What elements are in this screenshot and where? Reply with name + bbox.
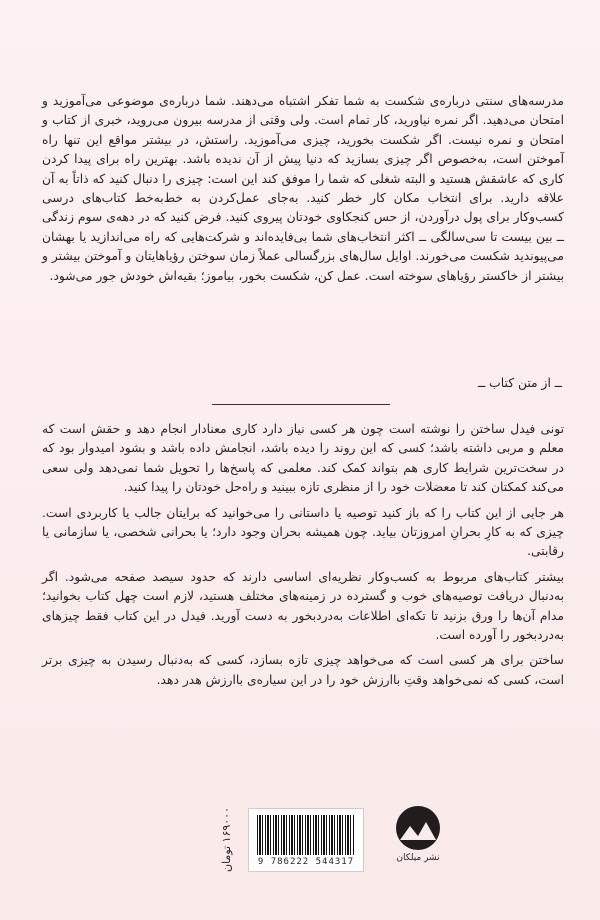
isbn-number: 9 786222 544317	[257, 857, 355, 867]
description-paragraph: ساختن برای هر کسی است که می‌خواهد چیزی تازه بسازد، کسی که به‌دنبال رسیدن به چیزی برتر است، کسی که نمی‌خواهد وقتِ باارزش خود را در این سیاره‌ی باارزش هدر دهد.	[42, 653, 564, 687]
description-paragraph: هر جایی از این کتاب را که باز کنید توصیه یا داستانی را می‌خوانید که برایتان جالب یا کاربردی است. چیزی که به کارِ بحرانِ امروزتان بیاید. چون همیشه بحران وجود دارد؛ یا بحرانی شخصی، یا سازمانی یا رقابتی.	[42, 505, 564, 559]
mountain-logo-icon	[396, 806, 440, 850]
section-divider	[212, 404, 390, 405]
description-paragraph: تونی فیدل ساختن را نوشته است چون هر کسی نیاز دارد کاری معنادار انجام دهد و حقش است که معلم و مربی داشته باشد؛ کسی که این روند را دیده باشد، انجامش داده باشد و بشود امیدوار بود که در سخت‌ترین شرایط کاری هم بتواند کمک کند. معلمی که پاسخ‌ها را تحویل شما نمی‌دهد ولی سعی می‌کند کمکتان کند تا معضلات خود را از منظری تازه ببینید و راه‌حل خودتان را پیدا کنید.	[42, 422, 564, 495]
description-block	[42, 420, 564, 696]
description-paragraph: بیشتر کتاب‌های مربوط به کسب‌وکار نظریه‌ای اساسی دارند که حدود سیصد صفحه می‌شود. اگر به‌دنبال دریافت توصیه‌های خوب و گسترده در زمینه‌های مختلف هستید، لازم است چهل کتاب بخوانید؛ مدام آن‌ها را ورق بزنید تا تکه‌ای اطلاعات به‌دردبخور به دست آورید. فیدل در این کتاب فقط چیزهای به‌دردبخور را آورده است.	[42, 569, 564, 643]
isbn-barcode	[248, 808, 364, 872]
publisher-name: نشر میلکان	[396, 853, 440, 863]
price-text: ۱۶۹۰۰۰ تومان	[219, 806, 233, 872]
publisher-logo	[392, 806, 444, 872]
price-label	[214, 808, 238, 870]
barcode-icon	[257, 815, 355, 855]
quote-paragraph: مدرسه‌های سنتی درباره‌ی شکست به شما تفکر اشتباه می‌دهند. شما درباره‌ی موضوعی می‌آموزید و امتحان می‌دهید. اگر نمره نیاورید، کار تمام است. ولی وقتی از مدرسه بیرون می‌روید، خبری از کتاب و امتحان و نمره نیست. اگر شکست بخورید، چیزی می‌آموزید. راستش، در بیشتر مواقع این تنها راه آموختن است، به‌خصوص اگر چیزی بسازید که دنیا پیش از آن ندیده باشد. بهترین راه برای پیدا کردن کاری که عاشقش هستید و البته شغلی که شما را موفق کند این است: چیزی را دنبال کنید که ذاتاً به آن علاقه دارید. برای انتخاب مکان کار خطر کنید. به‌جای عمل‌کردن به خط‌به‌خط کتاب‌های درسی کسب‌وکار برای پول درآوردن، از حس کنجکاوی خودتان پیروی کنید. فرض کنید که در دهه‌ی سوم زندگی ــ بین بیست تا سی‌سالگی ــ اکثر انتخاب‌های شما بی‌فایده‌اند و شرکت‌هایی که راه می‌اندازید یا بهشان می‌پیوندید شکست می‌خورند. اوایل سال‌های بزرگسالی عملاً زمان سوختن رؤیاهایتان و آموختن بیشتر و بیشتر از خاکستر رؤیاهای سوخته است. عمل کن، شکست بخور، بیاموز؛ بقیه‌اش خودش جور می‌شود.	[42, 94, 564, 283]
quote-block	[42, 92, 564, 292]
quote-source: ــ از متن کتاب ــ	[478, 376, 562, 390]
